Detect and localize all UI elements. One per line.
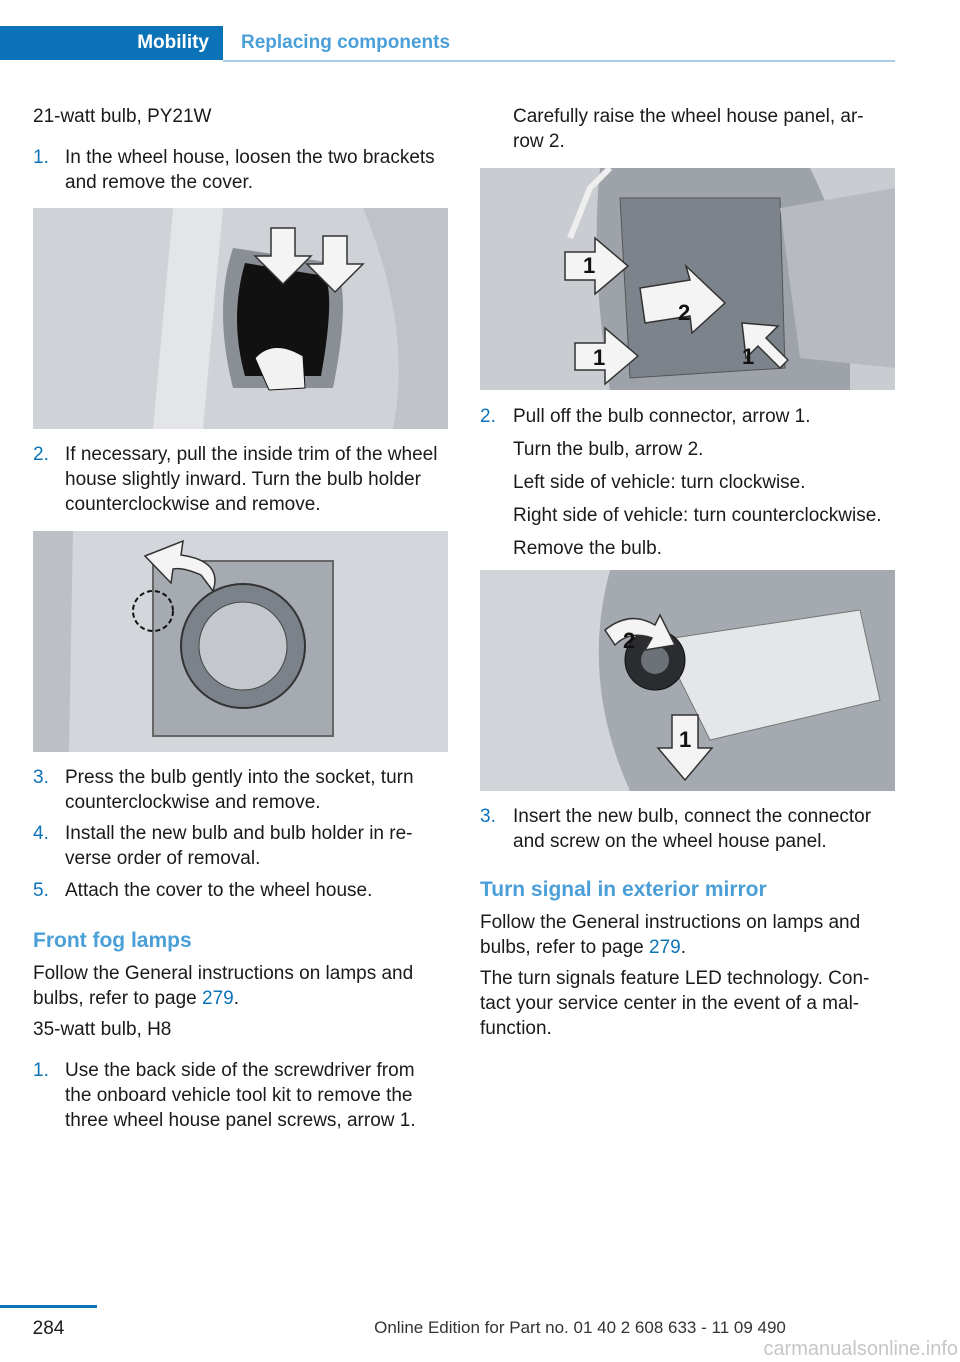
fig-label: 2 [678, 300, 691, 325]
section-heading-fog-lamps: Front fog lamps [33, 929, 192, 952]
page-link-279[interactable]: 279 [649, 937, 681, 958]
bulb-spec-py21w: 21-watt bulb, PY21W [33, 106, 212, 127]
fig-label: 2 [623, 628, 636, 653]
step-number: 2. [480, 406, 496, 427]
page-link-279[interactable]: 279 [202, 988, 234, 1009]
figure-bulb-holder [33, 531, 448, 752]
step-text: Pull off the bulb connector, arrow 1. Turn the bulb, arrow 2. Left side of vehicle: turn clockwise. Right side of vehicle: turn counterclockwise. Remove the bulb. [513, 406, 882, 559]
step-number: 1. [33, 147, 49, 168]
step-number: 5. [33, 880, 49, 901]
header-rule [223, 60, 895, 62]
watermark: carmanualsonline.info [763, 1338, 958, 1360]
mirror-instructions: Follow the General instructions on lamps and bulbs, refer to page 279. [480, 912, 861, 958]
step-text: In the wheel house, loosen the two brackets and remove the cover. [65, 147, 435, 193]
step-text: Attach the cover to the wheel house. [65, 880, 373, 901]
bulb-spec-h8: 35-watt bulb, H8 [33, 1019, 172, 1040]
footer-rule [0, 1305, 97, 1308]
chapter-tab[interactable]: Mobility [0, 26, 223, 60]
fig-label: 1 [679, 727, 692, 752]
step-number: 3. [33, 767, 49, 788]
step-number: 3. [480, 806, 496, 827]
fog-instructions: Follow the General instructions on lamps and bulbs, refer to page 279. [33, 963, 414, 1009]
continued-text: Carefully raise the wheel house panel, ar‐ row 2. [513, 106, 864, 152]
step-text: Insert the new bulb, connect the connector and screw on the wheel house panel. [513, 806, 872, 852]
led-note: The turn signals feature LED technology. Con‐ tact your service center in the event of a mal‐ function. [480, 968, 870, 1039]
step-text: Press the bulb gently into the socket, turn counterclockwise and remove. [65, 767, 414, 813]
figure-bulb-connector [480, 570, 895, 791]
fig-label: 1 [593, 345, 606, 370]
step-number: 1. [33, 1060, 49, 1081]
step-number: 2. [33, 444, 49, 465]
step-text: Install the new bulb and bulb holder in re‐ verse order of removal. [65, 823, 413, 869]
section-title: Replacing components [223, 26, 895, 60]
step-text: If necessary, pull the inside trim of the wheel house slightly inward. Turn the bulb holder counterclockwise and remove. [65, 444, 438, 515]
section-heading-turn-signal: Turn signal in exterior mirror [480, 878, 767, 901]
page-number: 284 [32, 1318, 65, 1339]
figure-wheel-house-cover [33, 208, 448, 429]
figure-wheel-house-panel [480, 168, 895, 390]
step-number: 4. [33, 823, 49, 844]
fig-label: 1 [742, 344, 755, 369]
fig-label: 1 [583, 253, 596, 278]
edition-note: Online Edition for Part no. 01 40 2 608 633 - 11 09 490 [374, 1318, 786, 1337]
step-text: Use the back side of the screwdriver from the onboard vehicle tool kit to remove the three wheel house panel screws, arrow 1. [65, 1060, 416, 1131]
